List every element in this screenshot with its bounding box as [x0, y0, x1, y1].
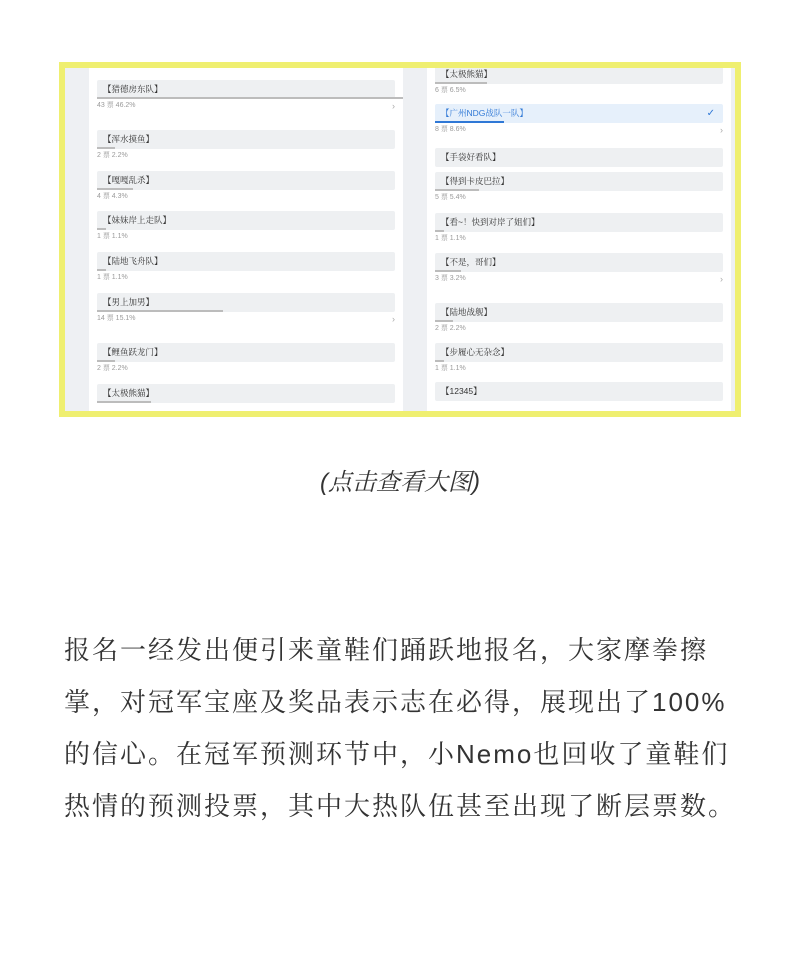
- vote-option[interactable]: [97, 130, 395, 160]
- vote-option[interactable]: [435, 343, 723, 373]
- vote-count: 1 票 1.1%: [97, 274, 128, 281]
- chevron-right-icon[interactable]: ›: [392, 314, 395, 324]
- vote-option[interactable]: [97, 252, 395, 282]
- vote-progress-fill: [97, 310, 223, 312]
- vote-progress-fill: [435, 320, 453, 322]
- vote-progress-fill: [435, 189, 479, 191]
- vote-progress-bar: [97, 310, 395, 312]
- vote-option-label: 【嘎嘎乱杀】: [97, 171, 395, 190]
- vote-count: 1 票 1.1%: [435, 235, 466, 242]
- vote-option-label: 【妹妹岸上走队】: [97, 211, 395, 230]
- screenshot-frame: [59, 62, 741, 417]
- vote-progress-bar: [97, 401, 395, 403]
- vote-option[interactable]: [97, 211, 395, 241]
- vote-progress-fill: [97, 360, 115, 362]
- vote-count: 1 票 1.1%: [97, 233, 128, 240]
- vote-option[interactable]: [435, 213, 723, 243]
- vote-option[interactable]: [435, 68, 723, 95]
- vote-progress-fill: [435, 360, 444, 362]
- vote-progress-bar: [97, 188, 395, 190]
- vote-progress-bar: [435, 320, 723, 322]
- vote-progress-bar: [435, 270, 723, 272]
- vote-progress-fill: [435, 270, 461, 272]
- vote-progress-bar: [97, 147, 395, 149]
- vote-option-label: 【浑水摸鱼】: [97, 130, 395, 149]
- chevron-right-icon[interactable]: ›: [720, 274, 723, 284]
- vote-option[interactable]: [435, 148, 723, 167]
- vote-option-label: 【12345】: [435, 382, 723, 401]
- vote-option[interactable]: [97, 80, 395, 110]
- view-large-image-caption[interactable]: (点击查看大图): [320, 469, 480, 496]
- vote-option-label: 【不是，哥们】: [435, 253, 723, 272]
- vote-option-label: 【猎德房东队】: [97, 80, 395, 99]
- vote-progress-bar: [97, 228, 395, 230]
- vote-progress-bar: [97, 269, 395, 271]
- vote-option-label: 【步履心无杂念】: [435, 343, 723, 362]
- vote-progress-bar: [435, 399, 723, 401]
- vote-count: 4 票 4.3%: [97, 193, 128, 200]
- vote-option[interactable]: [435, 104, 723, 134]
- vote-option-label: 【得到卡皮巴拉】: [435, 172, 723, 191]
- chevron-right-icon[interactable]: ›: [392, 101, 395, 111]
- vote-progress-fill: [97, 269, 106, 271]
- vote-progress-bar: [97, 360, 395, 362]
- vote-option-label: 【男上加男】: [97, 293, 395, 312]
- vote-option[interactable]: [435, 303, 723, 333]
- vote-option[interactable]: [435, 382, 723, 401]
- vote-progress-bar: [97, 97, 395, 99]
- vote-option[interactable]: [97, 171, 395, 201]
- checkmark-icon: ✓: [706, 108, 715, 119]
- vote-option-label: 【看~！快到对岸了姐们】: [435, 213, 723, 232]
- vote-option-label: 【太极熊猫】: [435, 68, 723, 84]
- vote-progress-fill: [97, 188, 133, 190]
- vote-progress-bar: [435, 360, 723, 362]
- vote-count: 14 票 15.1%: [97, 315, 136, 322]
- vote-count: 8 票 8.6%: [435, 126, 466, 133]
- vote-count: 2 票 2.2%: [97, 152, 128, 159]
- vote-option-label: 【陆地战舰】: [435, 303, 723, 322]
- vote-progress-fill: [97, 228, 106, 230]
- vote-progress-fill: [435, 230, 444, 232]
- vote-option-label: 【广州NDG战队一队】 ✓: [435, 104, 723, 123]
- screenshot-content[interactable]: [65, 68, 735, 411]
- article-paragraph: 报名一经发出便引来童鞋们踊跃地报名，大家摩拳擦掌，对冠军宝座及奖品表示志在必得，展现出了100%的信心。在冠军预测环节中，小Nemo也回收了童鞋们热情的预测投票，其中大热队伍甚至出现了断层票数。: [64, 635, 737, 821]
- vote-option-label: 【鲤鱼跃龙门】: [97, 343, 395, 362]
- vote-count: 43 票 46.2%: [97, 102, 136, 109]
- vote-results-right-panel: [427, 68, 731, 411]
- vote-progress-bar: [435, 82, 723, 84]
- vote-progress-bar: [435, 230, 723, 232]
- vote-progress-bar: [435, 165, 723, 167]
- vote-count: 6 票 6.5%: [435, 87, 466, 94]
- vote-count: 3 票 3.2%: [435, 275, 466, 282]
- vote-progress-fill: [97, 97, 403, 99]
- vote-option[interactable]: [97, 293, 395, 323]
- vote-option-label: 【手袋好看队】: [435, 148, 723, 167]
- vote-option-label: 【太极熊猫】: [97, 384, 395, 403]
- vote-results-left-panel: [89, 68, 403, 411]
- vote-count: 1 票 1.1%: [435, 365, 466, 372]
- vote-progress-fill: [97, 401, 151, 403]
- vote-option[interactable]: [97, 384, 395, 403]
- vote-option[interactable]: [97, 343, 395, 373]
- chevron-right-icon[interactable]: ›: [720, 125, 723, 135]
- vote-progress-fill: [97, 147, 115, 149]
- vote-progress-bar: [435, 189, 723, 191]
- vote-count: 5 票 5.4%: [435, 194, 466, 201]
- vote-count: 2 票 2.2%: [97, 365, 128, 372]
- vote-count: 2 票 2.2%: [435, 325, 466, 332]
- vote-progress-fill: [435, 82, 487, 84]
- vote-option[interactable]: [435, 172, 723, 202]
- vote-option-label: 【陆地飞舟队】: [97, 252, 395, 271]
- vote-option[interactable]: [435, 253, 723, 283]
- vote-progress-fill: [435, 121, 504, 123]
- vote-progress-bar: [435, 121, 723, 123]
